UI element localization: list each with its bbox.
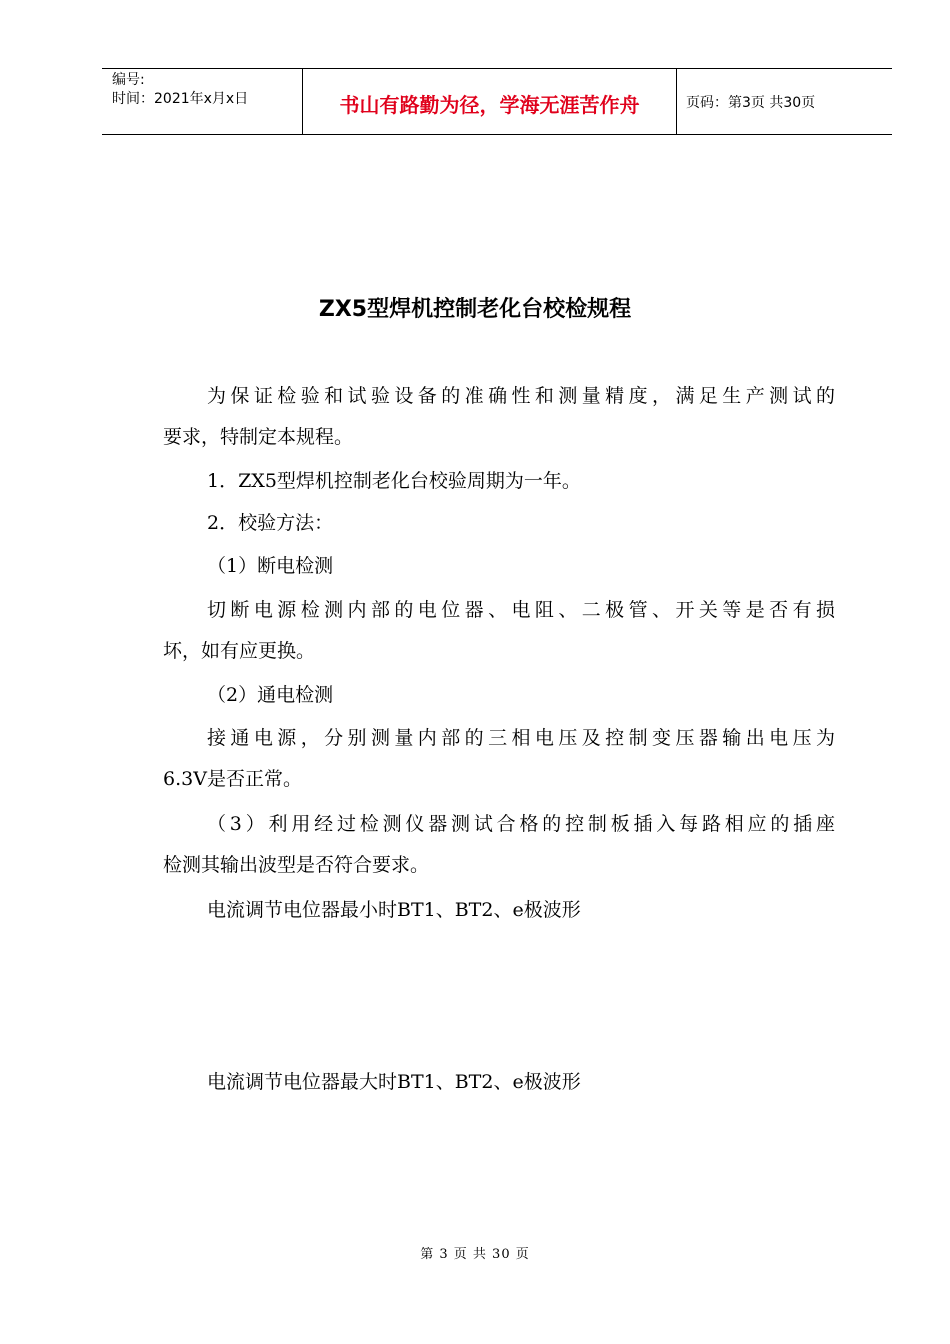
page-footer: 第 3 页 共 30 页 <box>420 1247 530 1262</box>
date-label: 时间：2021年x月x日 <box>112 91 249 107</box>
sub-2-line-2: 6.3V是否正常。 <box>163 768 302 790</box>
item-2-text: 2．校验方法： <box>207 512 334 534</box>
motto-text: 书山有路勤为径，学海无涯苦作舟 <box>339 92 640 117</box>
sub-3-line-2: 检测其输出波型是否符合要求。 <box>163 854 430 876</box>
intro-line-1: 为保证检验和试验设备的准确性和测量精度，满足生产测试的 <box>207 385 835 407</box>
document-title: ZX5型焊机控制老化台校检规程 <box>318 297 632 322</box>
header-page-cell <box>677 69 892 134</box>
page-code-label: 页码：第3页 共30页 <box>686 94 816 111</box>
sub-1-title: （1）断电检测 <box>207 555 334 577</box>
sub-3-paragraph <box>163 804 835 886</box>
waveform-min-caption: 电流调节电位器最小时BT1、BT2、e极波形 <box>207 899 581 921</box>
header-meta-cell <box>102 69 303 134</box>
sub-1-line-1: 切断电源检测内部的电位器、电阻、二极管、开关等是否有损 <box>207 599 835 621</box>
document-header <box>102 68 892 135</box>
intro-line-2: 要求，特制定本规程。 <box>163 426 354 448</box>
header-motto-cell <box>303 69 677 134</box>
sub-3-line-1: （3）利用经过检测仪器测试合格的控制板插入每路相应的插座 <box>207 813 835 835</box>
waveform-max-caption: 电流调节电位器最大时BT1、BT2、e极波形 <box>207 1071 581 1093</box>
sub-1-paragraph <box>163 590 835 672</box>
sub-2-paragraph <box>163 718 835 800</box>
sub-2-title: （2）通电检测 <box>207 684 334 706</box>
sub-2-line-1: 接通电源，分别测量内部的三相电压及控制变压器输出电压为 <box>207 727 835 749</box>
item-1-text: 1．ZX5型焊机控制老化台校验周期为一年。 <box>207 470 581 492</box>
serial-number-label: 编号: <box>112 72 145 88</box>
intro-paragraph <box>163 376 835 458</box>
sub-1-line-2: 坏，如有应更换。 <box>163 640 316 662</box>
